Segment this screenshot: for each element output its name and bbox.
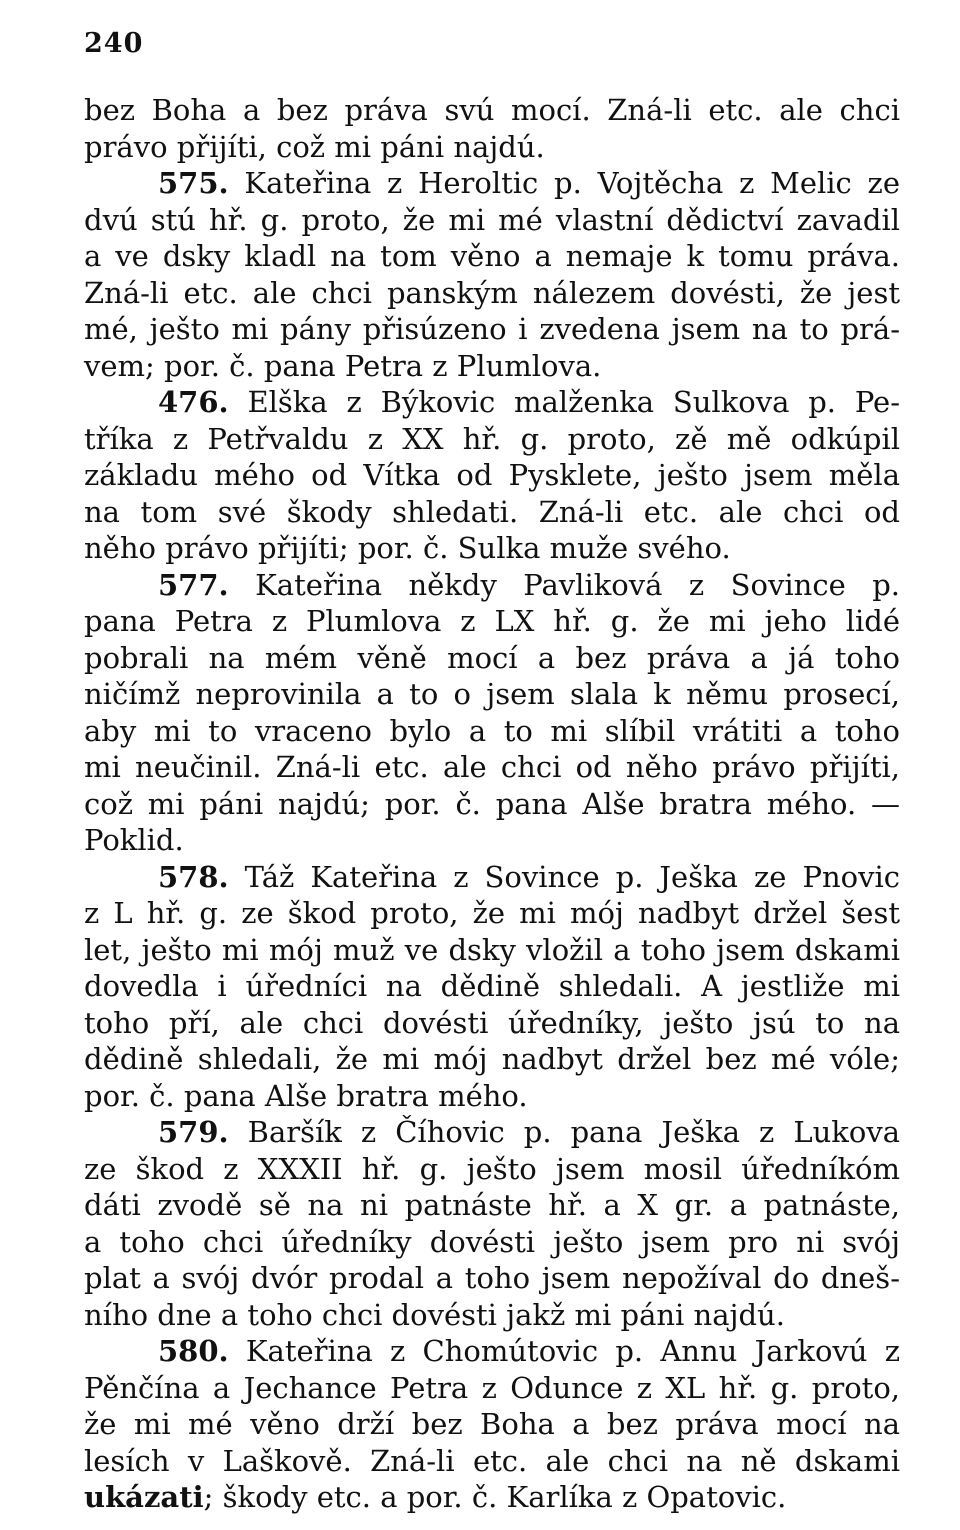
text-line [84, 932, 900, 969]
line-text: plat a svój dvór prodal a toho jsem nepožíval do dneš- [84, 1261, 900, 1295]
text-line [84, 1370, 900, 1407]
line-text: základu mého od Vítka od Pysklete, ješto jsem měla [84, 458, 900, 492]
text-line [84, 1078, 900, 1115]
text-line [84, 1005, 900, 1042]
entry-number: 575. [158, 166, 229, 200]
line-text: lesích v Laškově. Zná-li etc. ale chci na ně dskami [84, 1443, 900, 1478]
text-line [84, 129, 900, 166]
line-text: dědině shledali, že mi mój nadbyt držel bez mé vóle; [84, 1042, 900, 1076]
line-text: toho pří, ale chci dovésti úředníky, ješto jsú to na [84, 1005, 900, 1040]
line-text: Baršík z Číhovic p. pana Ješka z Lukova [228, 1115, 900, 1149]
line-text: což mi páni najdú; por. č. pana Alše bratra mého. — [84, 786, 900, 821]
line-text: mi neučinil. Zná-li etc. ale chci od něho právo přijíti, [84, 750, 900, 784]
text-line [84, 713, 900, 750]
line-text: pobrali na mém věně mocí a bez práva a já toho [84, 640, 900, 675]
entry-first-line [84, 859, 900, 896]
text-line [84, 1224, 900, 1261]
text-line [84, 1479, 900, 1516]
line-text: a toho chci úředníky dovésti ješto jsem pro ni svój [84, 1224, 900, 1259]
text-line [84, 494, 900, 531]
entry-first-line [84, 1114, 900, 1151]
text-line [84, 92, 900, 129]
text-line [84, 1151, 900, 1188]
emphasized-word: ukázati [84, 1480, 204, 1514]
line-text: právo přijíti, což mi páni najdú. [84, 129, 545, 164]
line-text: Zná-li etc. ale chci panským nálezem dovésti, že jest [84, 275, 900, 310]
line-text: ničímž neprovinila a to o jsem slala k němu prosecí, [84, 677, 900, 711]
line-text: let, ješto mi mój muž ve dsky vložil a toho jsem dskami [84, 932, 900, 967]
text-line [84, 311, 900, 348]
entry-first-line [84, 1333, 900, 1370]
entry-first-line [84, 567, 900, 604]
text-line [84, 421, 900, 458]
entry-number: 578. [158, 859, 229, 894]
line-text: aby mi to vraceno bylo a to mi slíbil vrátiti a toho [84, 713, 900, 748]
line-text: vem; por. č. pana Petra z Plumlova. [84, 348, 602, 383]
line-text: Pěnčína a Jechance Petra z Odunce z XL hř. g. proto, [84, 1370, 900, 1405]
line-text: a ve dsky kladl na tom věno a nemaje k tomu práva. [84, 239, 900, 273]
entry-number: 580. [158, 1334, 229, 1368]
line-text: pana Petra z Plumlova z LX hř. g. že mi jeho lidé [84, 604, 900, 638]
text-line [84, 1443, 900, 1480]
line-text: dáti zvodě sě na ni patnáste hř. a X gr. a patnáste, [84, 1188, 900, 1222]
text-line [84, 786, 900, 823]
line-text: Kateřina někdy Pavliková z Sovince p. [228, 567, 900, 602]
text-line [84, 202, 900, 239]
line-text: ; škody etc. a por. č. Karlíka z Opatovic. [203, 1480, 787, 1514]
line-text: Kateřina z Chomútovic p. Annu Jarkovú z [228, 1334, 900, 1368]
entry-number: 579. [158, 1115, 229, 1149]
text-line [84, 895, 900, 932]
text-line [84, 1406, 900, 1443]
line-text: bez Boha a bez práva svú mocí. Zná-li etc. ale chci [84, 93, 900, 127]
text-line [84, 348, 900, 385]
entry-first-line [84, 384, 900, 421]
entry-number: 577. [158, 567, 229, 602]
text-line [84, 530, 900, 567]
text-line [84, 238, 900, 275]
text-line [84, 676, 900, 713]
text-line [84, 457, 900, 494]
line-text: ního dne a toho chci dovésti jakž mi páni najdú. [84, 1297, 785, 1332]
page-number: 240 [84, 28, 144, 59]
text-line [84, 640, 900, 677]
text-line [84, 968, 900, 1005]
text-line [84, 603, 900, 640]
text-line [84, 749, 900, 786]
entry-number: 476. [158, 385, 229, 419]
line-text: tříka z Petřvaldu z XX hř. g. proto, zě mě odkúpil [84, 421, 900, 456]
line-text: por. č. pana Alše bratra mého. [84, 1078, 528, 1113]
text-line [84, 1187, 900, 1224]
line-text: dovedla i úředníci na dědině shledali. A jestliže mi [84, 969, 900, 1003]
line-text: na tom své škody shledati. Zná-li etc. ale chci od [84, 494, 900, 529]
line-text: něho právo přijíti; por. č. Sulka muže svého. [84, 531, 731, 565]
line-text: Kateřina z Heroltic p. Vojtěcha z Melic ze [228, 166, 900, 200]
line-text: že mi mé věno drží bez Boha a bez práva mocí na [84, 1407, 900, 1441]
text-line [84, 275, 900, 312]
text-line [84, 1041, 900, 1078]
line-text: dvú stú hř. g. proto, že mi mé vlastní dědictví zavadil [84, 202, 900, 237]
entry-first-line [84, 165, 900, 202]
line-text: Elška z Býkovic malženka Sulkova p. Pe- [228, 385, 900, 419]
text-line [84, 1260, 900, 1297]
line-text: Poklid. [84, 823, 184, 857]
text-line [84, 822, 900, 859]
line-text: z L hř. g. ze škod proto, že mi mój nadbyt držel šest [84, 896, 900, 930]
text-line [84, 1297, 900, 1334]
body-text [84, 92, 900, 1516]
line-text: mé, ješto mi pány přisúzeno i zvedena jsem na to prá- [84, 312, 900, 346]
line-text: Táž Kateřina z Sovince p. Ješka ze Pnovic [228, 859, 900, 894]
line-text: ze škod z XXXII hř. g. ješto jsem mosil úředníkóm [84, 1151, 900, 1186]
